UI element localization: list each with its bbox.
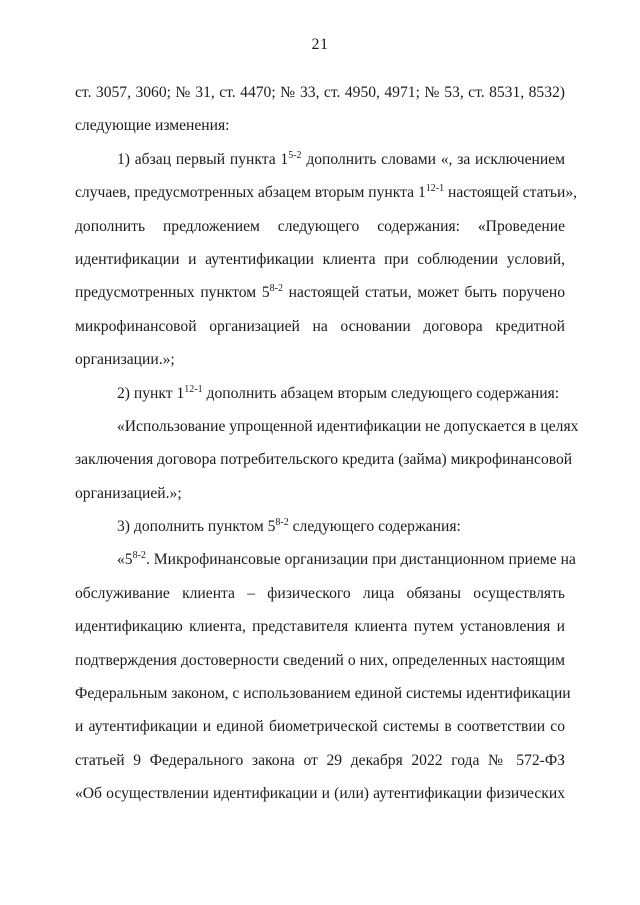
text-line: случаев, предусмотренных абзацем вторым пункта 1$^{12-1}$ настоящей статьи», [75, 183, 578, 202]
text-line: 1) абзац первый пункта 1$^{5-2}$ дополнить словами «, за исключением [117, 149, 565, 168]
text-line: 2) пункт 1$^{12-1}$ дополнить абзацем вторым следующего содержания: [117, 383, 560, 402]
text-line: статьей 9 Федерального закона от 29 декабря 2022 года № 572-ФЗ [75, 751, 565, 769]
superscript: 8-2 [275, 517, 289, 529]
paragraph [75, 510, 565, 543]
paragraph [75, 76, 565, 143]
text-line: подтверждения достоверности сведений о них, определенных настоящим [75, 651, 565, 669]
text-line: 3) дополнить пунктом 5$^{8-2}$ следующего содержания: [117, 517, 461, 536]
text-line: следующие изменения: [75, 117, 230, 135]
text-line: Федеральным законом, с использованием единой системы идентификации [75, 685, 571, 703]
paragraph [75, 377, 565, 410]
text-line: идентификации и аутентификации клиента при соблюдении условий, [75, 250, 565, 268]
text-line: «Об осуществлении идентификации и (или) аутентификации физических [75, 785, 565, 803]
superscript: 8-2 [132, 550, 146, 562]
text-line: «5$^{8-2}$. Микрофинансовые организации при дистанционном приеме на [117, 550, 576, 569]
text-line: обслуживание клиента – физического лица обязаны осуществлять [75, 584, 565, 602]
superscript: 12-1 [425, 183, 445, 195]
paragraph [75, 410, 579, 510]
superscript: 12-1 [184, 383, 203, 395]
text-line: идентификацию клиента, представителя клиента путем установления и [75, 618, 565, 636]
text-line: организацией.»; [75, 484, 182, 502]
superscript: 5-2 [288, 149, 302, 161]
text-line: и аутентификации и единой биометрической системы в соответствии со [75, 718, 565, 736]
text-line: микрофинансовой организацией на основании договора кредитной [75, 317, 565, 335]
text-line: «Использование упрощенной идентификации не допускается в целях [117, 417, 579, 435]
text-line: организации.»; [75, 351, 175, 369]
document-body [75, 76, 579, 811]
text-line: ст. 3057, 3060; № 31, ст. 4470; № 33, ст. 4950, 4971; № 53, ст. 8531, 8532) [75, 84, 565, 101]
paragraph [75, 143, 578, 377]
text-line: заключения договора потребительского кредита (займа) микрофинансовой [75, 451, 573, 469]
text-line: предусмотренных пунктом 5$^{8-2}$ настоящей статьи, может быть поручено [75, 283, 565, 302]
page-number: 21 [311, 36, 329, 53]
text-line: дополнить предложением следующего содержания: «Проведение [75, 217, 565, 235]
superscript: 8-2 [269, 283, 283, 295]
paragraph [75, 543, 576, 810]
